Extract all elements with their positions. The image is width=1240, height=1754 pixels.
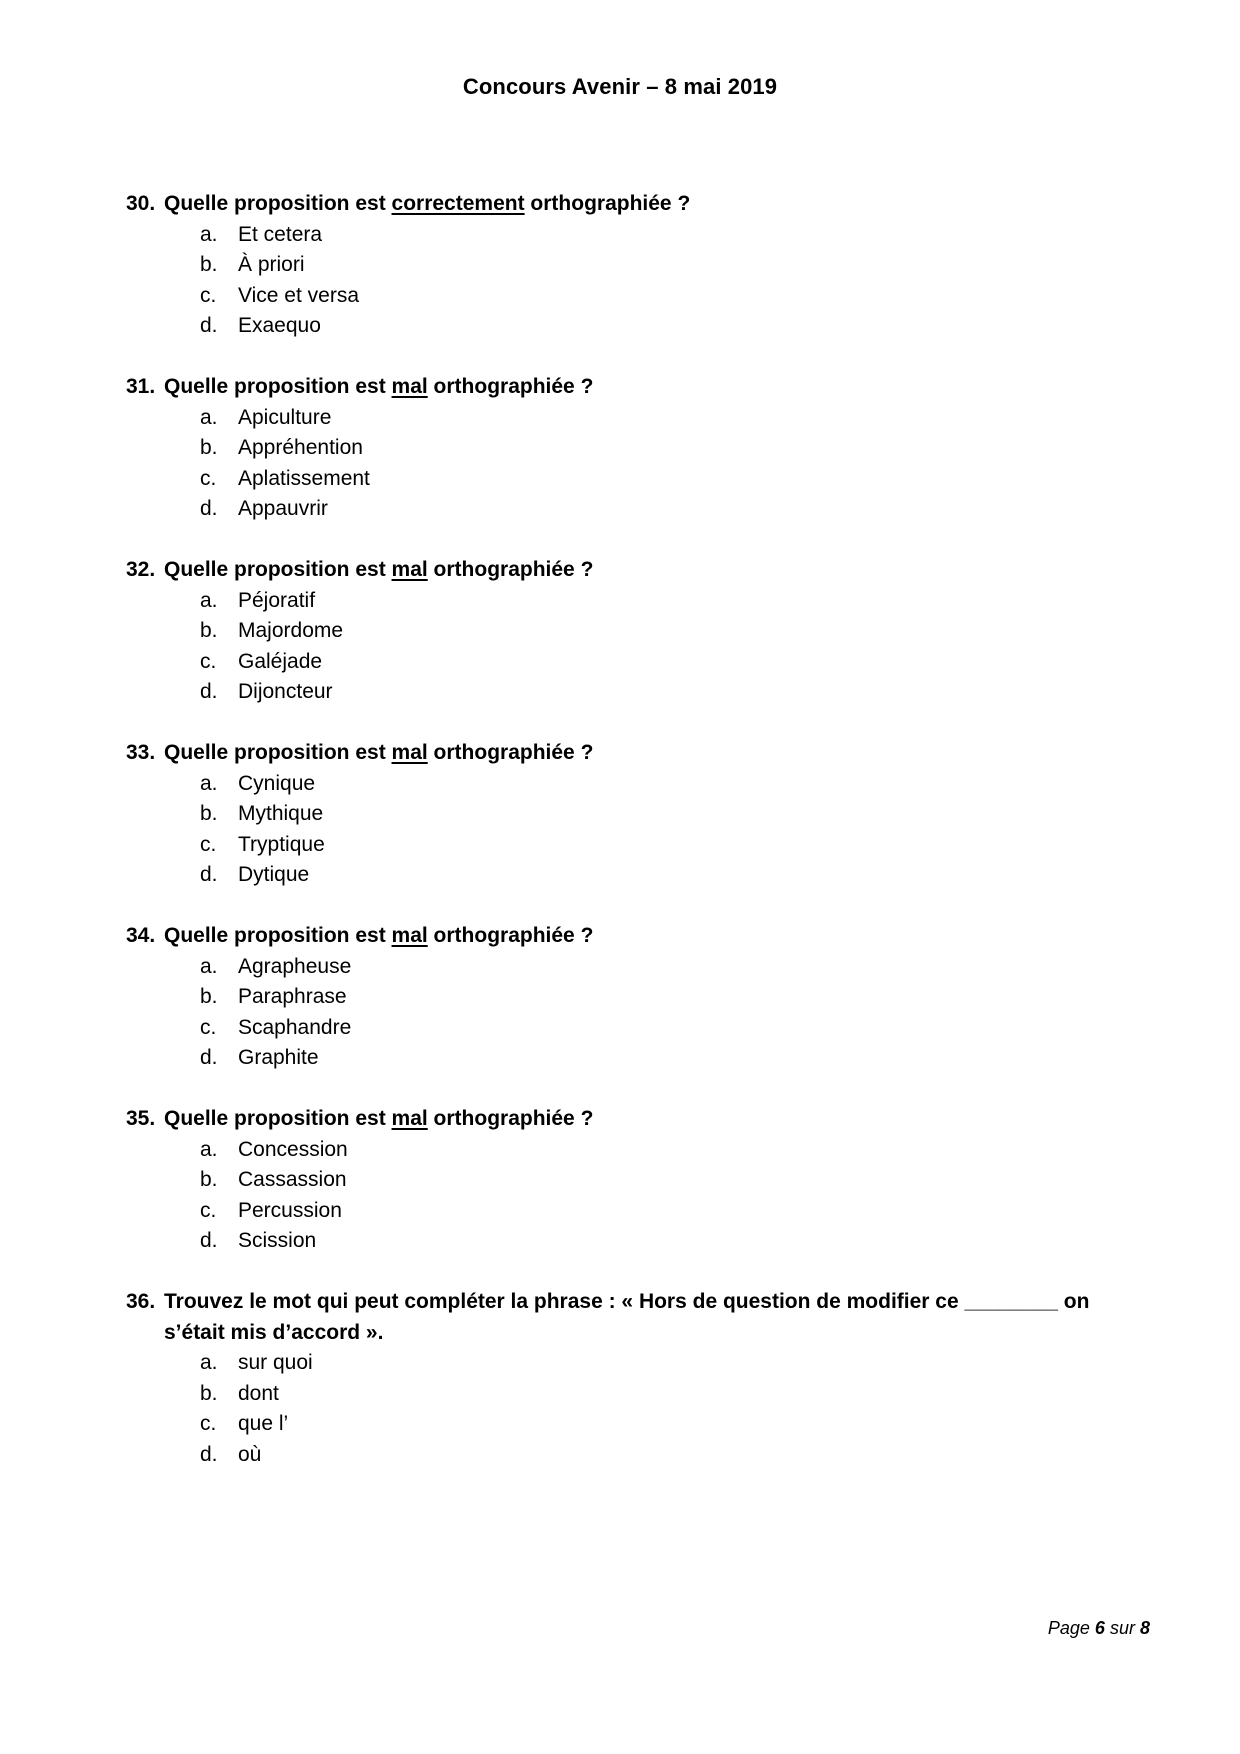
option-text: Cynique — [238, 771, 316, 795]
option-b — [200, 250, 1136, 281]
option-b — [200, 1165, 1136, 1196]
option-list — [126, 952, 1136, 1074]
option-text: Et cetera — [238, 222, 323, 246]
option-letter: d. — [200, 863, 218, 886]
question-keyword: correctement — [391, 192, 525, 215]
page-header — [0, 74, 1240, 100]
option-text: Vice et versa — [238, 283, 360, 307]
question-keyword: mal — [391, 924, 428, 947]
option-letter: a. — [200, 405, 218, 429]
question-title — [126, 1287, 1136, 1348]
option-text: Dytique — [238, 863, 310, 886]
page-total: 8 — [1139, 1618, 1150, 1638]
option-c — [200, 1409, 1136, 1440]
option-b — [200, 1379, 1136, 1410]
option-c — [200, 281, 1136, 312]
question-title — [126, 1104, 1136, 1135]
option-letter: a. — [200, 222, 218, 246]
option-b — [200, 799, 1136, 830]
question-keyword: mal — [391, 375, 428, 398]
question-number: 33. — [126, 741, 156, 764]
option-list — [126, 769, 1136, 891]
option-list — [126, 403, 1136, 525]
option-text: Appréhention — [238, 436, 363, 459]
option-text: Scaphandre — [238, 1015, 352, 1039]
option-list — [126, 586, 1136, 708]
question-text: Trouvez le mot qui peut compléter la phrase : « Hors de question de modifier ce ________ on s’était mis d’accord ». — [164, 1290, 1090, 1344]
option-letter: a. — [200, 1351, 218, 1374]
option-letter: c. — [200, 1015, 217, 1039]
question-keyword: mal — [391, 1107, 428, 1130]
question-32 — [126, 555, 1136, 708]
option-d — [200, 1043, 1136, 1074]
option-text: Exaequo — [238, 314, 321, 337]
option-b — [200, 616, 1136, 647]
option-text: Mythique — [238, 802, 324, 825]
option-d — [200, 677, 1136, 708]
option-letter: d. — [200, 497, 218, 520]
option-letter: d. — [200, 1442, 218, 1466]
option-text: Agrapheuse — [238, 954, 352, 978]
option-letter: b. — [200, 985, 218, 1008]
question-number: 36. — [126, 1290, 156, 1313]
option-text: Péjoratif — [238, 588, 316, 612]
option-letter: d. — [200, 314, 218, 337]
option-text: dont — [238, 1381, 279, 1405]
question-keyword: mal — [391, 741, 428, 764]
option-letter: d. — [200, 680, 218, 703]
option-d — [200, 494, 1136, 525]
option-text: Graphite — [238, 1046, 319, 1069]
option-text: Appauvrir — [238, 497, 328, 520]
page-current: 6 — [1094, 1618, 1105, 1638]
option-text: sur quoi — [238, 1351, 313, 1374]
option-list — [126, 220, 1136, 342]
option-letter: d. — [200, 1229, 218, 1252]
question-title — [126, 921, 1136, 952]
question-title — [126, 555, 1136, 586]
option-letter: c. — [200, 832, 217, 856]
option-list — [126, 1135, 1136, 1257]
option-text: Tryptique — [238, 832, 325, 856]
option-letter: b. — [200, 1168, 218, 1191]
option-a — [200, 1348, 1136, 1379]
question-number: 32. — [126, 558, 156, 581]
option-text: Paraphrase — [238, 985, 347, 1008]
option-letter: a. — [200, 771, 218, 795]
question-36 — [126, 1287, 1136, 1470]
option-c — [200, 830, 1136, 861]
option-text: Aplatissement — [238, 466, 370, 490]
option-text: Cassassion — [238, 1168, 347, 1191]
option-text: Apiculture — [238, 405, 332, 429]
option-a — [200, 403, 1136, 434]
page-number — [1048, 1618, 1150, 1639]
question-number: 34. — [126, 924, 156, 947]
page-title: Concours Avenir – 8 mai 2019 — [462, 74, 778, 99]
option-letter: b. — [200, 253, 218, 276]
option-a — [200, 586, 1136, 617]
question-34 — [126, 921, 1136, 1074]
question-number: 35. — [126, 1107, 156, 1130]
option-letter: d. — [200, 1046, 218, 1069]
question-33 — [126, 738, 1136, 891]
question-31 — [126, 372, 1136, 525]
option-text: où — [238, 1442, 262, 1466]
option-d — [200, 860, 1136, 891]
option-letter: c. — [200, 1198, 217, 1222]
question-text: Quelle proposition est mal orthographiée ? — [164, 741, 594, 764]
option-a — [200, 769, 1136, 800]
option-a — [200, 220, 1136, 251]
option-letter: c. — [200, 466, 217, 490]
option-letter: a. — [200, 954, 218, 978]
question-text: Quelle proposition est mal orthographiée ? — [164, 924, 594, 947]
option-text: Majordome — [238, 619, 344, 642]
option-b — [200, 982, 1136, 1013]
option-d — [200, 1440, 1136, 1471]
option-d — [200, 311, 1136, 342]
option-text: Galéjade — [238, 649, 323, 673]
option-c — [200, 464, 1136, 495]
option-letter: b. — [200, 436, 218, 459]
question-text: Quelle proposition est mal orthographiée ? — [164, 558, 594, 581]
option-text: Concession — [238, 1137, 348, 1161]
option-letter: a. — [200, 1137, 218, 1161]
page-separator: sur — [1109, 1618, 1135, 1638]
option-a — [200, 1135, 1136, 1166]
option-c — [200, 1013, 1136, 1044]
option-text: Percussion — [238, 1198, 342, 1222]
question-title — [126, 189, 1136, 220]
option-c — [200, 1196, 1136, 1227]
option-text: que l’ — [238, 1412, 289, 1435]
question-number: 30. — [126, 192, 156, 215]
question-title — [126, 372, 1136, 403]
option-b — [200, 433, 1136, 464]
question-text: Quelle proposition est mal orthographiée ? — [164, 1107, 594, 1130]
option-text: À priori — [238, 253, 305, 276]
question-text: Quelle proposition est correctement orthographiée ? — [164, 192, 691, 215]
option-letter: b. — [200, 802, 218, 825]
option-letter: b. — [200, 619, 218, 642]
question-number: 31. — [126, 375, 156, 398]
question-list — [126, 189, 1136, 1501]
option-letter: a. — [200, 588, 218, 612]
option-text: Dijoncteur — [238, 680, 333, 703]
question-text: Quelle proposition est mal orthographiée ? — [164, 375, 594, 398]
page-label: Page — [1047, 1618, 1090, 1638]
question-keyword: mal — [391, 558, 428, 581]
option-d — [200, 1226, 1136, 1257]
question-title — [126, 738, 1136, 769]
option-list — [126, 1348, 1136, 1470]
option-letter: c. — [200, 283, 217, 307]
option-letter: b. — [200, 1381, 218, 1405]
option-text: Scission — [238, 1229, 317, 1252]
option-letter: c. — [200, 649, 217, 673]
option-a — [200, 952, 1136, 983]
option-letter: c. — [200, 1412, 217, 1435]
option-c — [200, 647, 1136, 678]
question-35 — [126, 1104, 1136, 1257]
question-30 — [126, 189, 1136, 342]
